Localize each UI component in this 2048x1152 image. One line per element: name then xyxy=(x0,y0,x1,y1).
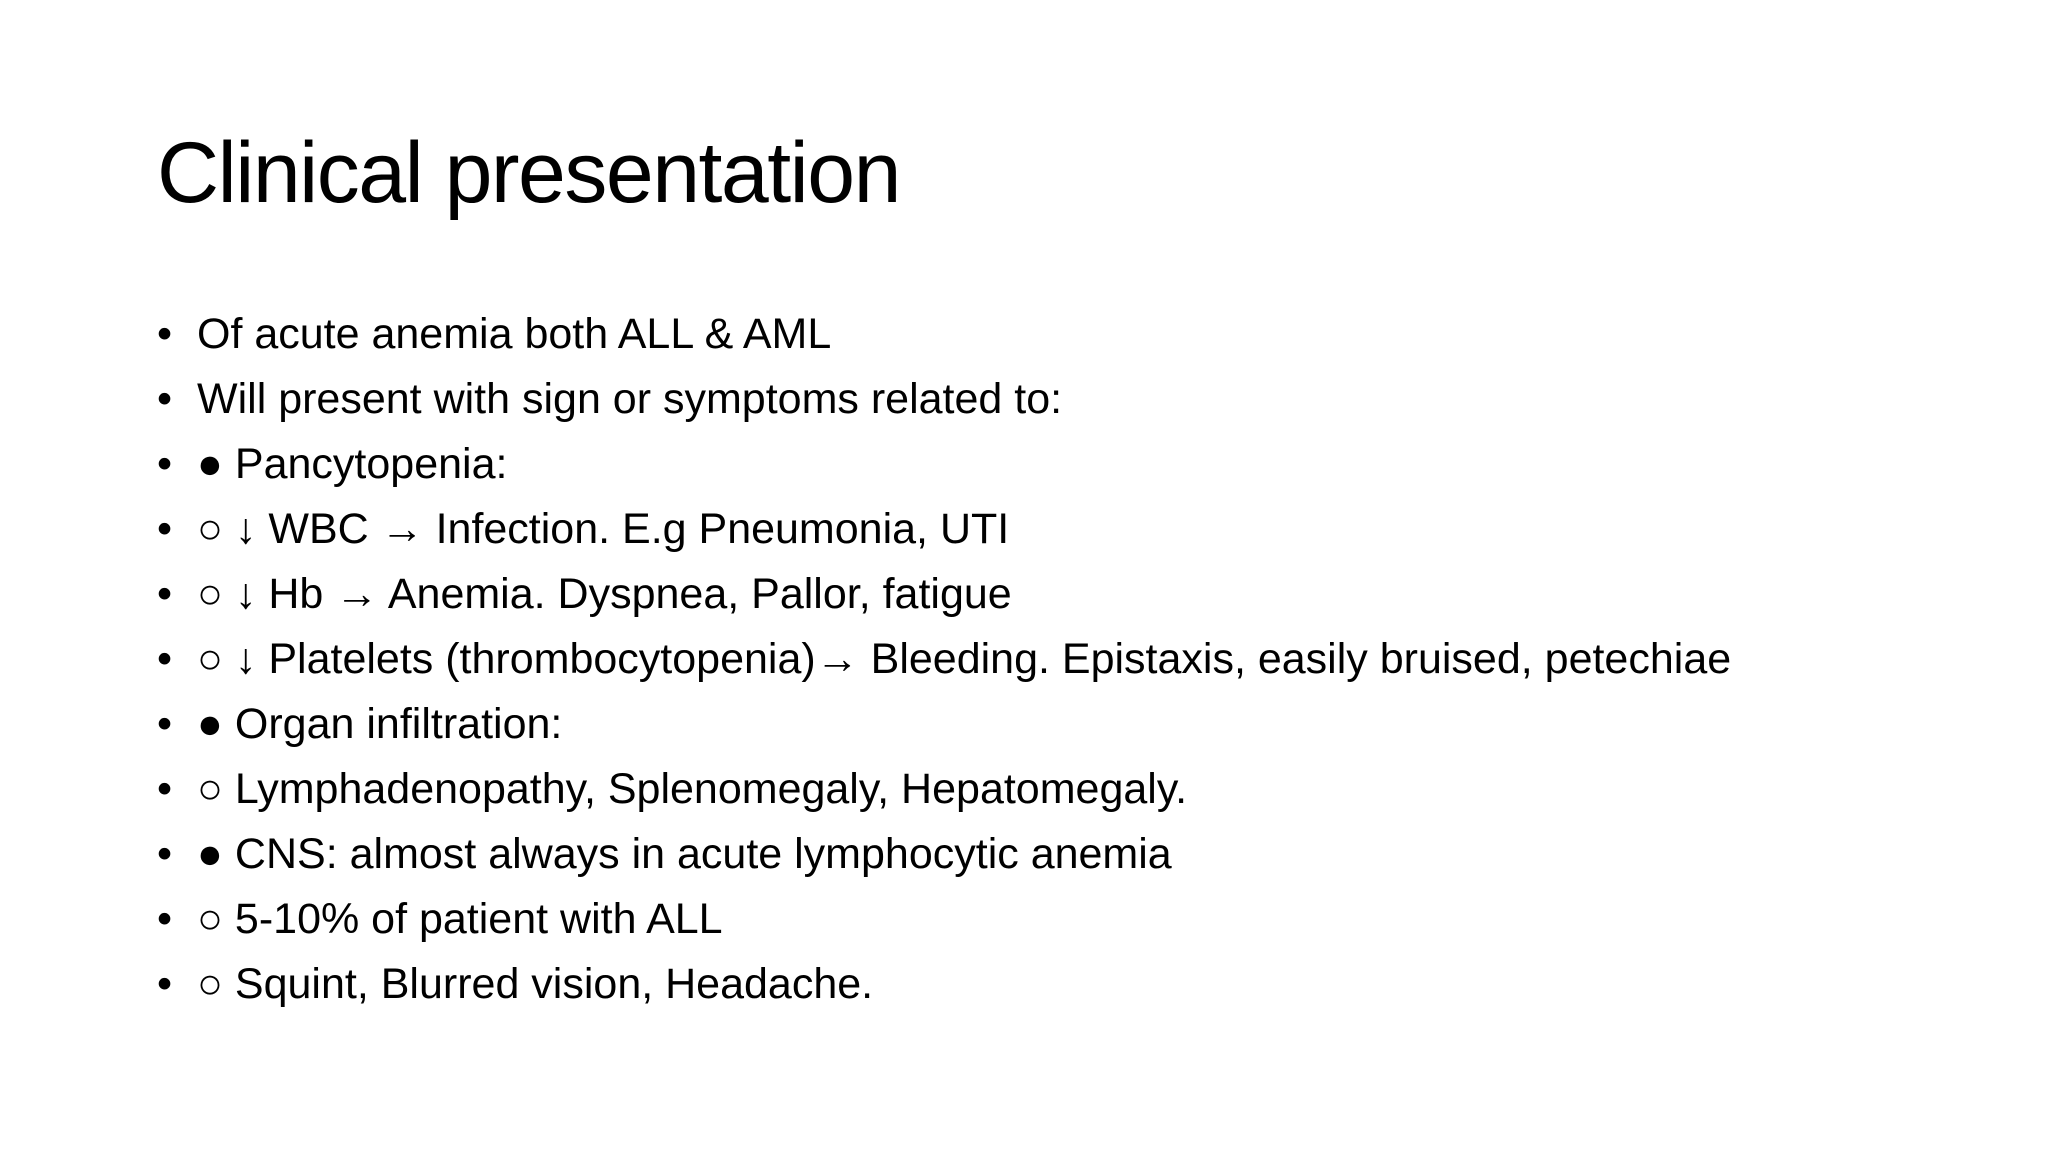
list-item xyxy=(157,367,1731,432)
bullet-icon: • xyxy=(157,375,173,423)
bullet-list xyxy=(157,302,1731,1017)
list-item xyxy=(157,627,1731,692)
bullet-icon: • xyxy=(157,440,173,488)
bullet-icon: • xyxy=(157,570,173,618)
bullet-icon: • xyxy=(157,310,173,358)
bullet-icon: • xyxy=(157,960,173,1008)
list-item-text: ○ 5-10% of patient with ALL xyxy=(197,895,723,943)
list-item-text: ● Pancytopenia: xyxy=(197,440,508,488)
list-item xyxy=(157,692,1731,757)
list-item-text: ● Organ infiltration: xyxy=(197,700,563,748)
list-item xyxy=(157,887,1731,952)
list-item-text: ○ ↓ WBC → Infection. E.g Pneumonia, UTI xyxy=(197,505,1010,553)
list-item xyxy=(157,757,1731,822)
list-item xyxy=(157,952,1731,1017)
bullet-icon: • xyxy=(157,505,173,553)
bullet-icon: • xyxy=(157,765,173,813)
list-item-text: Of acute anemia both ALL & AML xyxy=(197,310,832,358)
slide-title: Clinical presentation xyxy=(157,125,900,221)
bullet-icon: • xyxy=(157,830,173,878)
list-item-text: ○ Lymphadenopathy, Splenomegaly, Hepatomegaly. xyxy=(197,765,1188,813)
bullet-icon: • xyxy=(157,635,173,683)
bullet-icon: • xyxy=(157,895,173,943)
list-item-text: ○ Squint, Blurred vision, Headache. xyxy=(197,960,874,1008)
list-item xyxy=(157,497,1731,562)
list-item-text: ○ ↓ Hb → Anemia. Dyspnea, Pallor, fatigue xyxy=(197,570,1012,618)
list-item-text: ○ ↓ Platelets (thrombocytopenia)→ Bleeding. Epistaxis, easily bruised, petechiae xyxy=(197,635,1732,683)
list-item xyxy=(157,822,1731,887)
list-item xyxy=(157,562,1731,627)
bullet-icon: • xyxy=(157,700,173,748)
list-item xyxy=(157,302,1731,367)
list-item-text: Will present with sign or symptoms related to: xyxy=(197,375,1063,423)
list-item-text: ● CNS: almost always in acute lymphocytic anemia xyxy=(197,830,1172,878)
list-item xyxy=(157,432,1731,497)
